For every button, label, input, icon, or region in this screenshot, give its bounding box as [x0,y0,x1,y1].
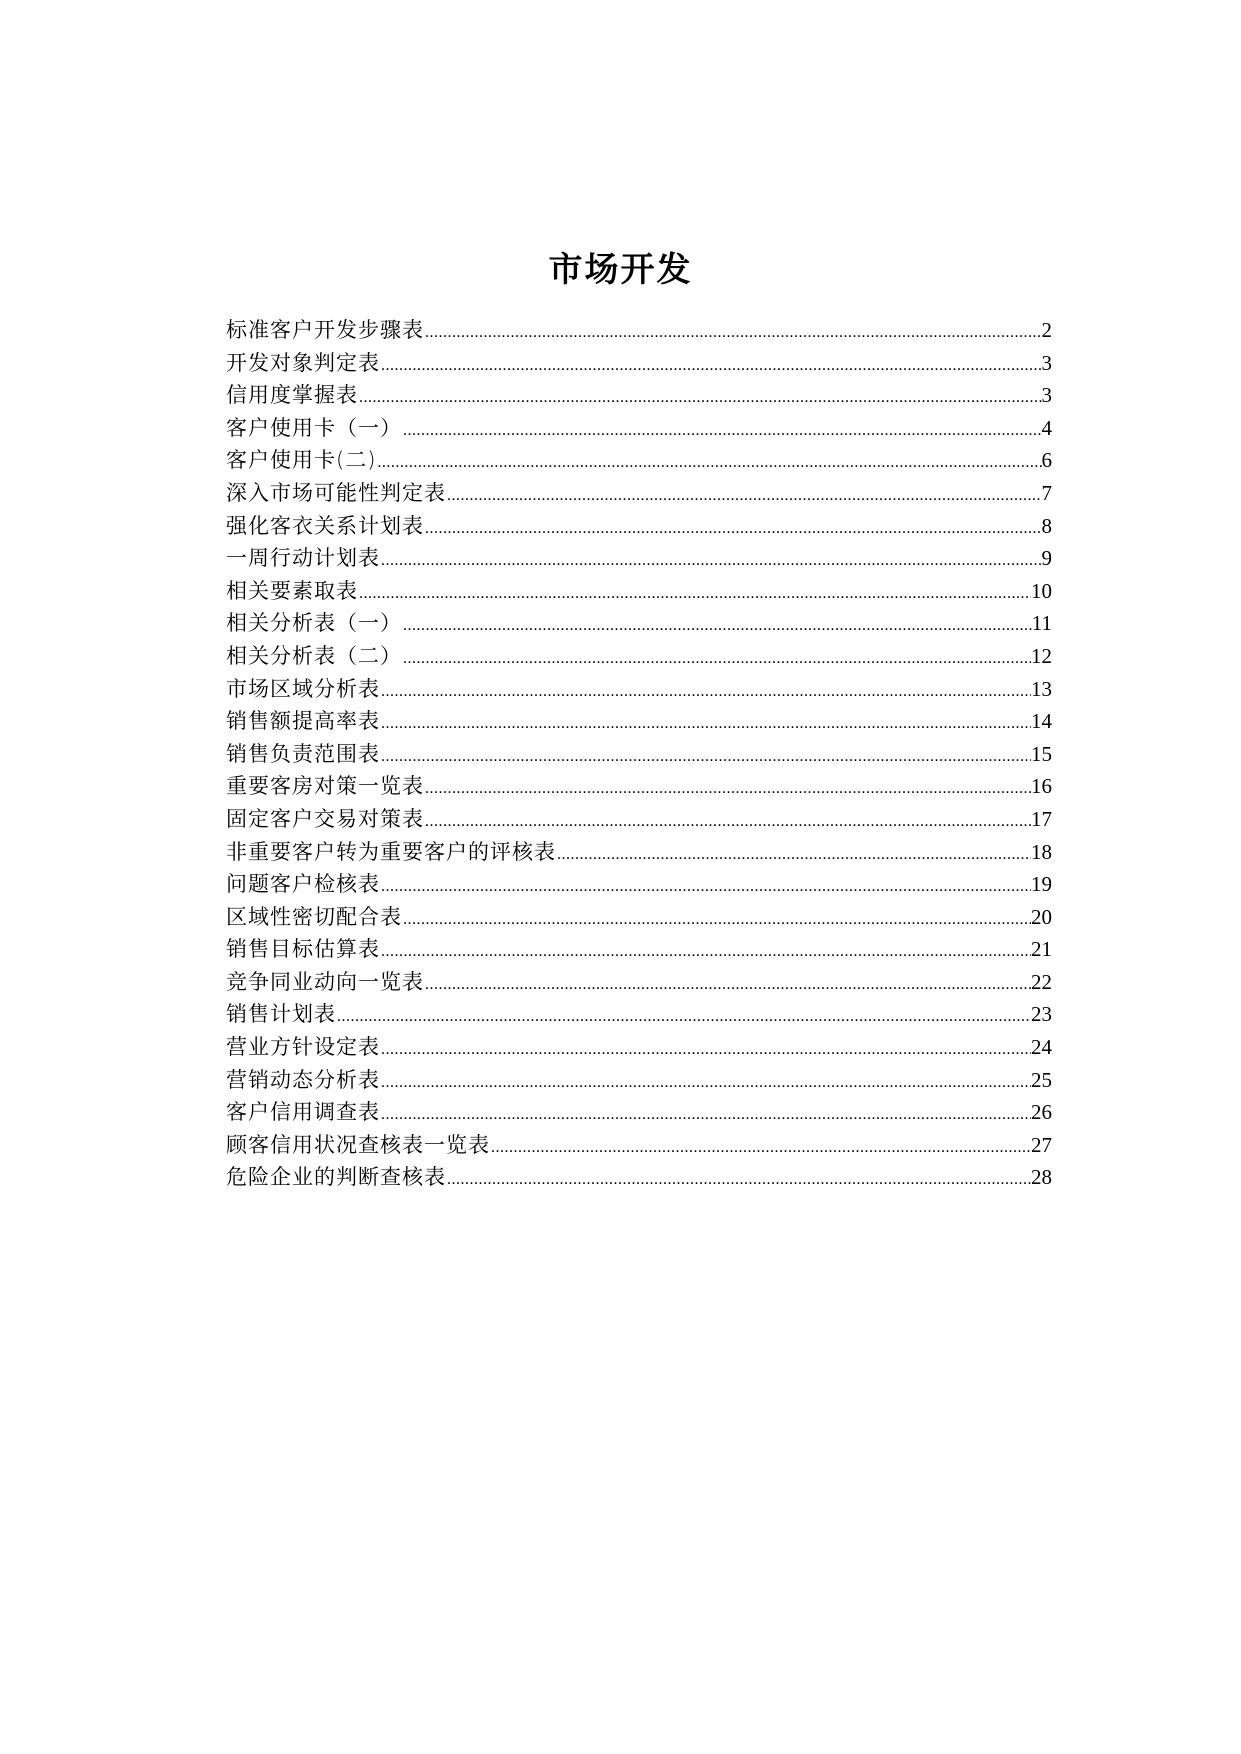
page-title: 市场开发 [548,249,693,290]
toc-entry-page-number: 9 [1041,546,1052,571]
toc-entry[interactable] [226,1064,1052,1097]
toc-entry-page-number: 11 [1031,611,1052,636]
toc-entry-label: 销售目标估算表 [226,937,380,962]
toc-entry[interactable] [226,607,1052,640]
toc-entry-page-number: 16 [1031,774,1052,799]
toc-entry-page-number: 10 [1031,578,1052,603]
toc-entry-page-number: 23 [1031,1002,1052,1027]
toc-dot-leader [380,936,1031,966]
toc-dot-leader [380,350,1042,380]
toc-entry[interactable] [226,575,1052,608]
toc-entry-page-number: 6 [1041,448,1052,473]
toc-dot-leader [376,447,1041,477]
toc-entry[interactable] [226,412,1052,445]
toc-entry-label: 客户信用调查表 [226,1100,380,1125]
toc-entry-page-number: 8 [1041,513,1052,538]
toc-dot-leader [336,1001,1031,1031]
toc-entry[interactable] [226,444,1052,477]
toc-entry-label: 相关分析表（一） [226,611,402,636]
toc-entry-label: 标准客户开发步骤表 [226,318,424,342]
toc-dot-leader [380,1067,1031,1097]
toc-entry-page-number: 15 [1031,741,1052,766]
toc-entry-label: 销售计划表 [226,1002,336,1027]
toc-entry-page-number: 12 [1031,643,1052,668]
toc-entry-label: 问题客户检核表 [226,872,380,897]
toc-entry-page-number: 13 [1031,676,1052,701]
toc-dot-leader [490,1132,1031,1162]
toc-dot-leader [424,513,1042,543]
toc-entry[interactable] [226,1161,1052,1194]
toc-entry[interactable] [226,966,1052,999]
toc-entry-page-number: 27 [1031,1132,1052,1157]
toc-entry[interactable] [226,477,1052,510]
toc-dot-leader [402,415,1042,445]
toc-entry-page-number: 26 [1031,1100,1052,1125]
toc-entry-label: 开发对象判定表 [226,350,380,375]
toc-entry[interactable] [226,1031,1052,1064]
toc-entry[interactable] [226,868,1052,901]
toc-entry-label: 营销动态分析表 [226,1067,380,1092]
toc-entry-label: 区域性密切配合表 [226,904,402,929]
toc-dot-leader [556,839,1031,869]
toc-entry-page-number: 20 [1031,904,1052,929]
toc-entry-label: 相关分析表（二） [226,643,402,668]
toc-entry-label: 客户使用卡(二) [226,448,377,473]
toc-entry-label: 一周行动计划表 [226,546,380,571]
toc-entry[interactable] [226,673,1052,706]
toc-dot-leader [380,708,1031,738]
toc-entry[interactable] [226,705,1052,738]
toc-entry[interactable] [226,1096,1052,1129]
toc-dot-leader [358,382,1042,412]
toc-entry[interactable] [226,379,1052,412]
toc-entry-label: 顾客信用状况查核表一览表 [226,1132,490,1157]
toc-entry-page-number: 3 [1041,383,1052,408]
toc-entry-label: 营业方针设定表 [226,1035,380,1060]
toc-entry-page-number: 17 [1031,806,1052,831]
table-of-contents [226,314,1052,1194]
toc-entry-page-number: 18 [1031,839,1052,864]
toc-entry[interactable] [226,770,1052,803]
toc-entry-page-number: 28 [1031,1165,1052,1190]
toc-dot-leader [402,610,1032,640]
toc-entry[interactable] [226,836,1052,869]
toc-entry-page-number: 14 [1031,709,1052,734]
toc-entry-label: 强化客衣关系计划表 [226,513,424,538]
toc-dot-leader [380,1099,1031,1129]
toc-entry[interactable] [226,933,1052,966]
toc-entry[interactable] [226,510,1052,543]
toc-entry[interactable] [226,640,1052,673]
toc-entry-label: 客户使用卡（一） [226,415,402,440]
toc-dot-leader [380,871,1031,901]
toc-entry-page-number: 3 [1041,350,1052,375]
toc-entry-label: 重要客房对策一览表 [226,774,424,799]
toc-dot-leader [446,480,1042,510]
toc-entry-label: 相关要素取表 [226,578,358,603]
toc-entry[interactable] [226,542,1052,575]
toc-entry[interactable] [226,347,1052,380]
toc-entry[interactable] [226,738,1052,771]
toc-entry-label: 非重要客户转为重要客户的评核表 [226,839,556,864]
toc-entry-page-number: 7 [1041,480,1052,505]
toc-entry-page-number: 24 [1031,1035,1052,1060]
toc-entry-label: 危险企业的判断查核表 [226,1165,446,1190]
toc-entry-page-number: 25 [1031,1067,1052,1092]
toc-dot-leader [424,773,1031,803]
toc-dot-leader [380,676,1031,706]
toc-entry[interactable] [226,901,1052,934]
toc-dot-leader [424,806,1031,836]
toc-entry[interactable] [226,803,1052,836]
toc-entry[interactable] [226,998,1052,1031]
toc-dot-leader [402,643,1031,673]
toc-dot-leader [380,1034,1031,1064]
toc-dot-leader [358,578,1031,608]
toc-entry-page-number: 19 [1031,872,1052,897]
toc-dot-leader [402,904,1031,934]
toc-entry-page-number: 22 [1031,969,1052,994]
toc-entry-page-number: 4 [1041,415,1052,440]
toc-entry-label: 信用度掌握表 [226,383,358,408]
toc-dot-leader [424,317,1042,347]
toc-entry-label: 深入市场可能性判定表 [226,480,446,505]
toc-dot-leader [380,741,1031,771]
toc-dot-leader [446,1164,1031,1194]
toc-entry[interactable] [226,314,1052,347]
toc-entry-label: 市场区域分析表 [226,676,380,701]
toc-entry-label: 销售负责范围表 [226,741,380,766]
toc-entry-label: 竞争同业动向一览表 [226,969,424,994]
toc-entry-label: 固定客户交易对策表 [226,806,424,831]
toc-entry-page-number: 21 [1031,937,1052,962]
toc-entry-label: 销售额提高率表 [226,709,380,734]
toc-dot-leader [380,545,1042,575]
toc-entry[interactable] [226,1129,1052,1162]
toc-entry-page-number: 2 [1041,318,1052,342]
toc-dot-leader [424,969,1031,999]
